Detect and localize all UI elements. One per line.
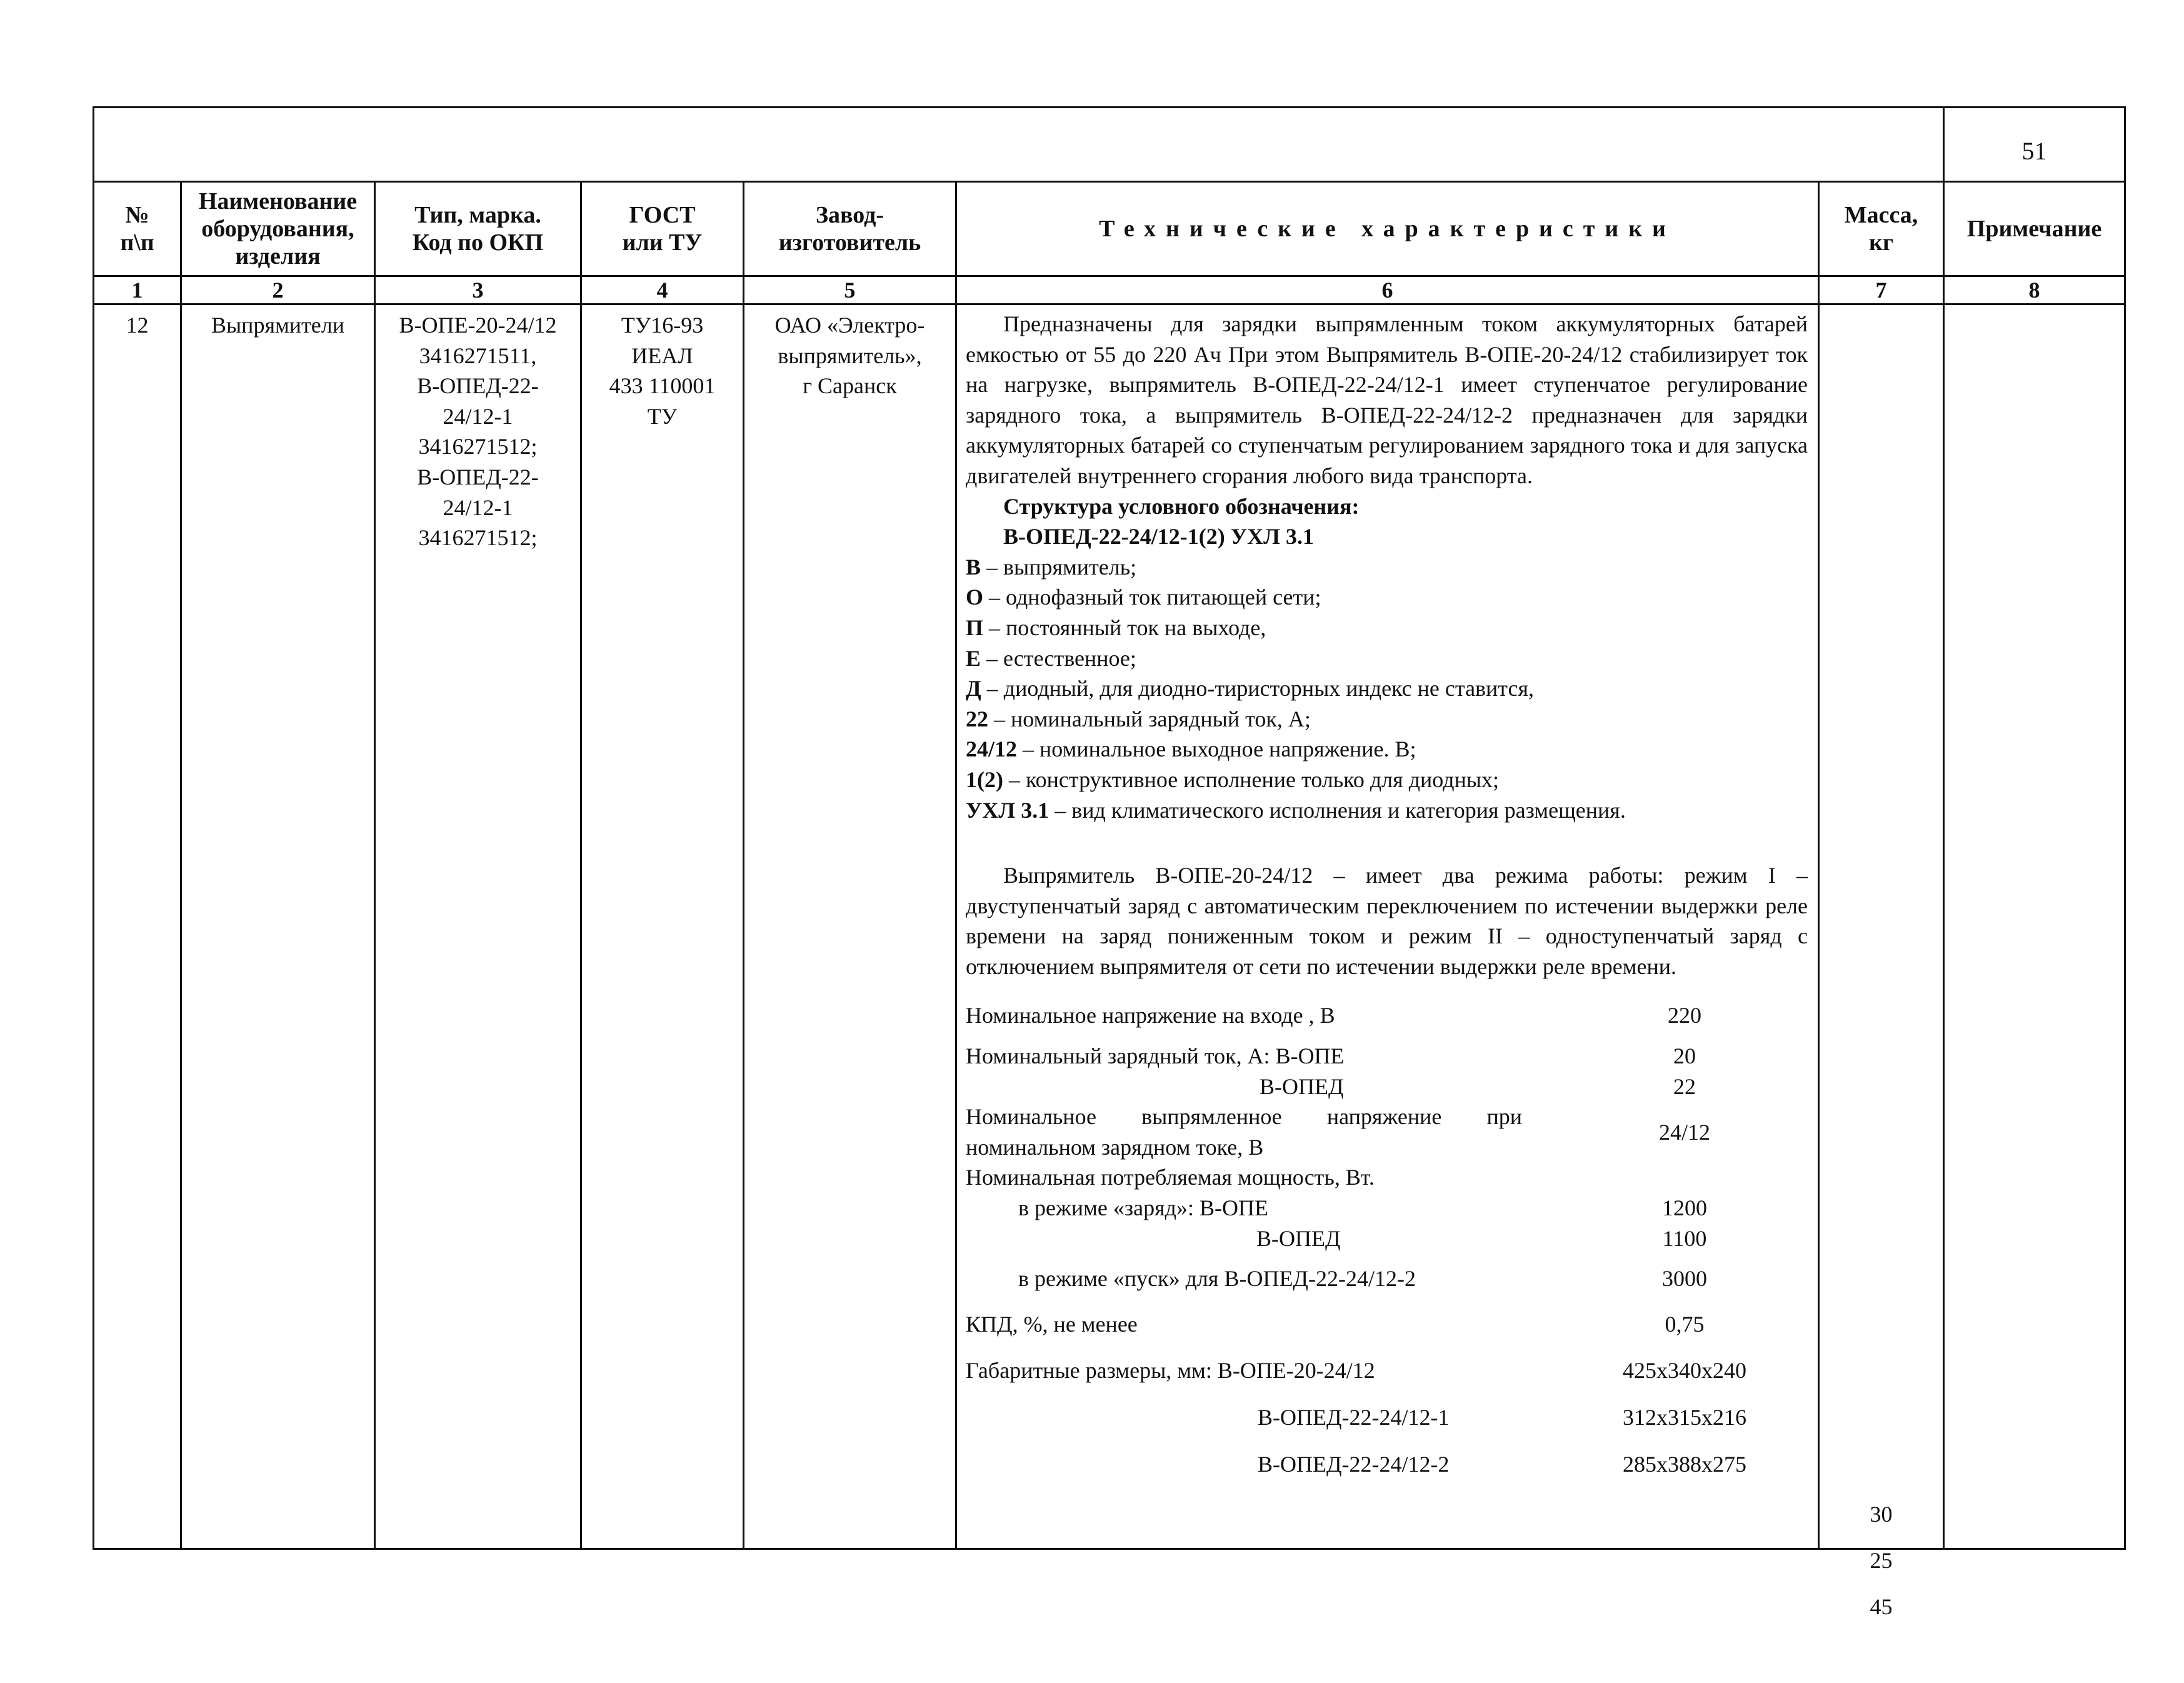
column-number: 3 (375, 276, 581, 304)
column-number: 4 (581, 276, 744, 304)
legend-code: Е (966, 645, 981, 671)
header-specs (956, 182, 1819, 276)
mass-value: 25 (1870, 1548, 1893, 1573)
legend-text: – диодный, для диодно-тиристорных индекс не ставится, (981, 676, 1535, 701)
spec-grid (966, 990, 1808, 1479)
spec-value: 425x340x240 (1623, 1358, 1746, 1384)
spec-value: 22 (1673, 1073, 1696, 1099)
spec-value: 1200 (1662, 1195, 1707, 1221)
legend-item (966, 613, 1808, 643)
mass-column (1819, 304, 1944, 1619)
header-label: Технические характеристики (1099, 215, 1676, 242)
column-number: 5 (744, 276, 956, 304)
header-row (94, 182, 2125, 276)
gost-line: ИЕАЛ (631, 343, 693, 368)
structure-title: Структура условного обозначения: (1003, 493, 1360, 519)
spec-label: Габаритные размеры, мм: В-ОПЕ-20-24/12 (966, 1358, 1375, 1384)
gost-line: 433 110001 (609, 373, 716, 399)
technical-characteristics (956, 304, 1819, 1549)
gost-reference (581, 304, 744, 1549)
spec-label: Номинальная потребляемая мощность, Вт. (966, 1165, 1375, 1190)
header-label: Примечание (1966, 215, 2102, 242)
type-line: 24/12-1 (443, 403, 513, 429)
maker-line: ОАО «Электро- (774, 313, 925, 338)
spec-value: 0,75 (1665, 1311, 1705, 1337)
header-name (181, 182, 375, 276)
legend-code: П (966, 615, 984, 640)
spec-value: 312x315x216 (1623, 1405, 1746, 1430)
row-number: 12 (94, 304, 181, 1549)
spec-label: В-ОПЕД-22-24/12-2 (1258, 1451, 1450, 1477)
type-line: 3416271512; (418, 525, 538, 551)
type-line: 3416271511, (419, 343, 537, 368)
legend-item (966, 704, 1808, 735)
spec-label: Номинальный зарядный ток, А: В-ОПЕ (966, 1043, 1345, 1069)
spec-value: 20 (1673, 1043, 1696, 1069)
legend-text: – постоянный ток на выходе, (983, 615, 1266, 640)
purpose-description: Предназначены для зарядки выпрямленным током аккумуляторных батарей емкостью от 55 до 220 Ач При этом Выпрямитель В-ОПЕ-20-24/12 стабилизирует ток на нагрузке, выпрямитель В-ОПЕД-22-24/12-1 имеет ступенчатое регулирование зарядного тока, а выпрямитель В-ОПЕД-22-24/12-2 предназначен для зарядки аккумуляторных батарей со ступенчатым регулированием зарядного тока и для запуска двигателей внутреннего сгорания любого вида транспорта. (966, 311, 1808, 488)
legend-code: УХЛ 3.1 (966, 797, 1049, 823)
structure-code: В-ОПЕД-22-24/12-1(2) УХЛ 3.1 (1003, 524, 1314, 550)
operating-modes-text: Выпрямитель В-ОПЕ-20-24/12 – имеет два режима работы: режим I – двуступенчатый заряд с автоматическим переключением по истечении выдержки реле времени на заряд пониженным током и режим II – одноступенчатый заряд с отключением выпрямителя от сети по истечении выдержки реле времени. (966, 863, 1808, 979)
spec-label: Номинальное выпрямленное напряжение при номинальном зарядном токе, В (966, 1104, 1522, 1160)
legend-item (966, 552, 1808, 583)
spec-label: в режиме «заряд»: В-ОПЕ (1018, 1195, 1268, 1221)
column-number: 7 (1819, 276, 1944, 304)
legend-text: – выпрямитель; (981, 554, 1137, 580)
spec-value: 1100 (1662, 1225, 1707, 1251)
legend-text: – номинальное выходное напряжение. В; (1017, 736, 1416, 762)
legend-text: – однофазный ток питающей сети; (983, 585, 1321, 610)
header-label: Тип, марка. Код по ОКП (412, 201, 544, 256)
page-number: 51 (1944, 108, 2125, 182)
legend-code: 1(2) (966, 766, 1003, 792)
equipment-name: Выпрямители (181, 304, 375, 1549)
type-line: В-ОПЕД-22- (417, 373, 539, 399)
header-gost (581, 182, 744, 276)
spec-label: В-ОПЕД (1256, 1225, 1341, 1251)
type-line: В-ОПЕД-22- (417, 464, 539, 490)
header-label: ГОСТ или ТУ (622, 201, 703, 256)
spec-value: 285x388x275 (1623, 1451, 1746, 1477)
column-number: 8 (1944, 276, 2125, 304)
legend-text: – номинальный зарядный ток, А; (988, 706, 1311, 731)
spec-label: В-ОПЕД (1260, 1073, 1344, 1099)
column-number: 1 (94, 276, 181, 304)
legend-item (966, 765, 1808, 795)
type-line: 24/12-1 (443, 495, 513, 520)
legend-code: 22 (966, 706, 988, 731)
header-label: Наименование оборудования, изделия (198, 188, 358, 270)
table-row (94, 304, 2125, 1549)
equipment-table (93, 106, 2126, 1619)
equipment-table-sheet (93, 106, 2124, 1619)
legend-item (966, 643, 1808, 674)
maker-line: г Саранск (803, 373, 897, 399)
maker-line: выпрямитель», (778, 343, 922, 368)
spec-value: 3000 (1662, 1266, 1707, 1292)
header-number (94, 182, 181, 276)
legend-item (966, 582, 1808, 613)
header-note (1944, 182, 2125, 276)
spec-label: Номинальное напряжение на входе , В (966, 1003, 1335, 1028)
legend-item (966, 734, 1808, 765)
manufacturer (744, 304, 956, 1549)
legend-item (966, 673, 1808, 704)
header-label: Масса, кг (1844, 201, 1918, 256)
header-label: № п\п (120, 201, 154, 256)
legend-text: – конструктивное исполнение только для диодных; (1003, 766, 1500, 792)
spec-label: КПД, %, не менее (966, 1311, 1138, 1337)
gost-line: ТУ (647, 403, 678, 429)
type-codes (375, 304, 581, 1549)
spec-value: 220 (1668, 1003, 1701, 1028)
legend-code: О (966, 585, 984, 610)
legend-text: – вид климатического исполнения и категория размещения. (1049, 797, 1626, 823)
header-label: Завод- изготовитель (778, 201, 921, 256)
header-maker (744, 182, 956, 276)
legend-code: 24/12 (966, 736, 1018, 762)
spec-value: 24/12 (1658, 1119, 1710, 1145)
column-number-row (94, 276, 2125, 304)
gost-line: ТУ16-93 (621, 313, 704, 338)
spec-label: в режиме «пуск» для В-ОПЕД-22-24/12-2 (1018, 1266, 1416, 1292)
mass-value: 30 (1870, 1502, 1893, 1527)
mass-value: 45 (1870, 1594, 1893, 1619)
legend-text: – естественное; (981, 645, 1136, 671)
legend-code: Д (966, 676, 981, 701)
top-blank-band (94, 108, 1944, 182)
column-number: 6 (956, 276, 1819, 304)
type-line: В-ОПЕ-20-24/12 (399, 313, 557, 338)
legend-item (966, 795, 1808, 826)
column-number: 2 (181, 276, 375, 304)
type-line: 3416271512; (418, 434, 538, 460)
header-mass (1819, 182, 1944, 276)
legend-code: В (966, 554, 981, 580)
header-type (375, 182, 581, 276)
spec-label: В-ОПЕД-22-24/12-1 (1258, 1405, 1450, 1430)
